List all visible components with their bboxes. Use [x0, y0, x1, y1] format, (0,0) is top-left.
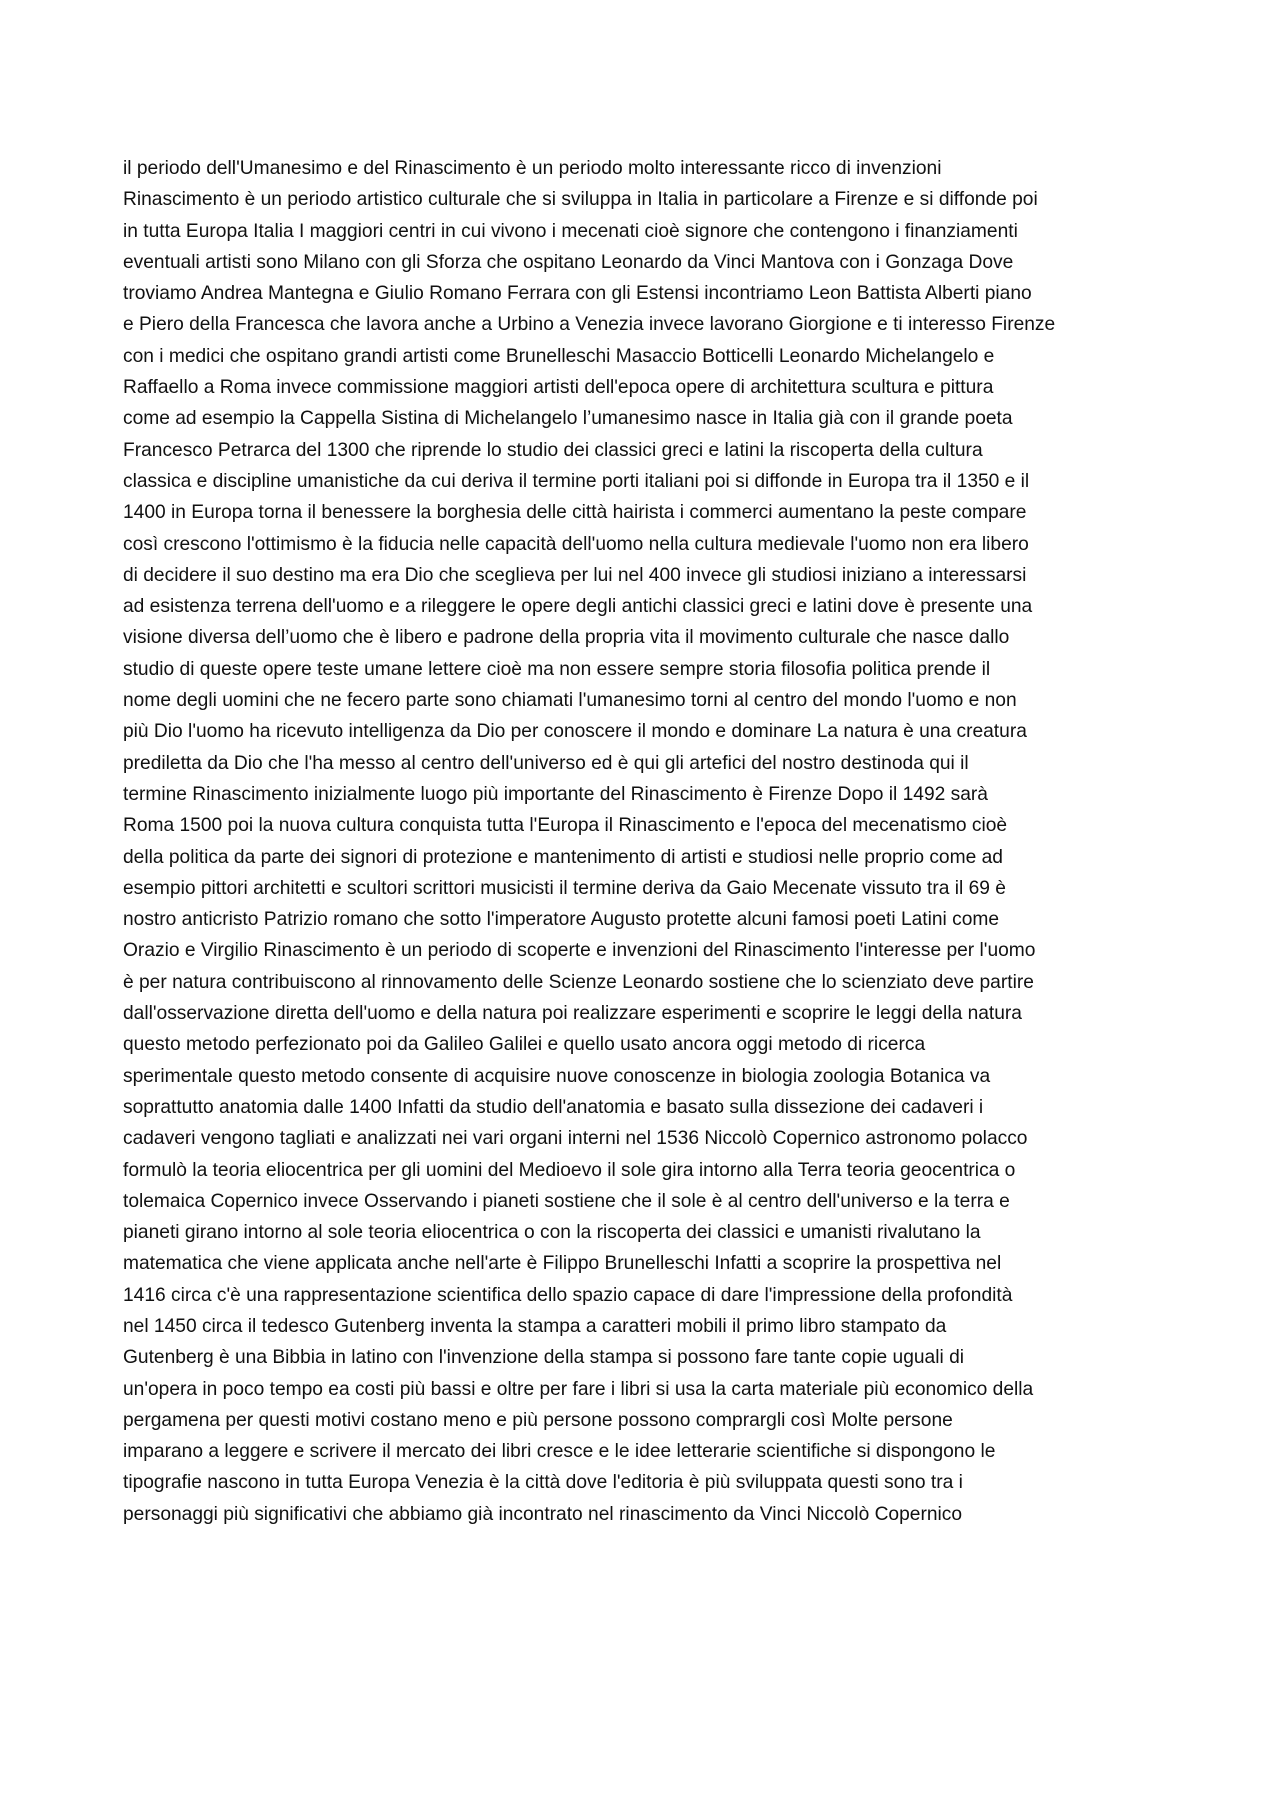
text-line: il periodo dell'Umanesimo e del Rinascimento è un periodo molto interessante ricco di invenzioni: [123, 158, 942, 179]
text-line: visione diversa dell’uomo che è libero e padrone della propria vita il movimento culturale che nasce dallo: [123, 627, 1010, 649]
text-line: dall'osservazione diretta dell'uomo e della natura poi realizzare esperimenti e scoprire le leggi della natura: [123, 1003, 1022, 1025]
text-line: troviamo Andrea Mantegna e Giulio Romano Ferrara con gli Estensi incontriamo Leon Battista Alberti piano: [123, 283, 1032, 305]
text-line: eventuali artisti sono Milano con gli Sforza che ospitano Leonardo da Vinci Mantova con i Gonzaga Dove: [123, 251, 1014, 273]
body-text: [123, 153, 1173, 1530]
text-line: esempio pittori architetti e scultori scrittori musicisti il termine deriva da Gaio Mecenate vissuto tra il 69 è: [123, 877, 1006, 899]
text-line: prediletta da Dio che l'ha messo al centro dell'universo ed è qui gli artefici del nostro destinoda qui il: [123, 752, 969, 774]
text-line: nostro anticristo Patrizio romano che sotto l'imperatore Augusto protette alcuni famosi poeti Latini come: [123, 909, 1000, 931]
text-line: pianeti girano intorno al sole teoria eliocentrica o con la riscoperta dei classici e umanisti rivalutano la: [123, 1222, 981, 1244]
text-line: tipografie nascono in tutta Europa Venezia è la città dove l'editoria è più sviluppata questi sono tra i: [123, 1472, 963, 1494]
text-line: Gutenberg è una Bibbia in latino con l'invenzione della stampa si possono fare tante copie uguali di: [123, 1347, 965, 1369]
text-line: Orazio e Virgilio Rinascimento è un periodo di scoperte e invenzioni del Rinascimento l'interesse per l'uomo: [123, 940, 1036, 962]
text-line: 1400 in Europa torna il benessere la borghesia delle città hairista i commerci aumentano la peste compare: [123, 502, 1027, 524]
text-line: Raffaello a Roma invece commissione maggiori artisti dell'epoca opere di architettura scultura e pittura: [123, 377, 994, 399]
text-line: questo metodo perfezionato poi da Galileo Galilei e quello usato ancora oggi metodo di ricerca: [123, 1034, 926, 1056]
text-line: Rinascimento è un periodo artistico culturale che si sviluppa in Italia in particolare a Firenze e si diffonde poi: [123, 189, 1038, 211]
text-line: con i medici che ospitano grandi artisti come Brunelleschi Masaccio Botticelli Leonardo Michelangelo e: [123, 345, 995, 367]
text-line: in tutta Europa Italia I maggiori centri in cui vivono i mecenati cioè signore che contengono i finanziamenti: [123, 220, 1018, 242]
text-line: e Piero della Francesca che lavora anche a Urbino a Venezia invece lavorano Giorgione e ti interesso Firenze: [123, 314, 1056, 336]
text-line: più Dio l'uomo ha ricevuto intelligenza da Dio per conoscere il mondo e dominare La natura è una creatura: [123, 721, 1027, 743]
text-line: nel 1450 circa il tedesco Gutenberg inventa la stampa a caratteri mobili il primo libro stampato da: [123, 1315, 947, 1337]
text-line: matematica che viene applicata anche nell'arte è Filippo Brunelleschi Infatti a scoprire la prospettiva nel: [123, 1253, 1002, 1275]
text-line: ad esistenza terrena dell'uomo e a rileggere le opere degli antichi classici greci e latini dove è presente una: [123, 596, 1033, 618]
text-line: un'opera in poco tempo ea costi più bassi e oltre per fare i libri si usa la carta materiale più economico della: [123, 1378, 1034, 1400]
text-line: studio di queste opere teste umane lettere cioè ma non essere sempre storia filosofia politica prende il: [123, 658, 991, 680]
text-line: termine Rinascimento inizialmente luogo più importante del Rinascimento è Firenze Dopo il 1492 sarà: [123, 783, 988, 805]
text-line: personaggi più significativi che abbiamo già incontrato nel rinascimento da Vinci Niccolò Copernico: [123, 1503, 963, 1525]
text-line: formulò la teoria eliocentrica per gli uomini del Medioevo il sole gira intorno alla Terra teoria geocentrica o: [123, 1159, 1016, 1181]
text-line: classica e discipline umanistiche da cui deriva il termine porti italiani poi si diffonde in Europa tra il 1350 e il: [123, 470, 1030, 492]
text-line: è per natura contribuiscono al rinnovamento delle Scienze Leonardo sostiene che lo scienziato deve partire: [123, 971, 1034, 993]
text-line: Roma 1500 poi la nuova cultura conquista tutta l'Europa il Rinascimento e l'epoca del mecenatismo cioè: [123, 815, 1008, 837]
text-line: imparano a leggere e scrivere il mercato dei libri cresce e le idee letterarie scientifiche si dispongono le: [123, 1441, 996, 1463]
text-line: come ad esempio la Cappella Sistina di Michelangelo l’umanesimo nasce in Italia già con il grande poeta: [123, 408, 1013, 430]
text-line: della politica da parte dei signori di protezione e mantenimento di artisti e studiosi nelle proprio come ad: [123, 846, 1003, 868]
text-line: nome degli uomini che ne fecero parte sono chiamati l'umanesimo torni al centro del mondo l'uomo e non: [123, 690, 1017, 712]
text-line: Francesco Petrarca del 1300 che riprende lo studio dei classici greci e latini la riscoperta della cultura: [123, 439, 983, 461]
text-line: pergamena per questi motivi costano meno e più persone possono comprargli così Molte persone: [123, 1409, 953, 1431]
text-line: sperimentale questo metodo consente di acquisire nuove conoscenze in biologia zoologia Botanica va: [123, 1065, 991, 1087]
text-line: 1416 circa c'è una rappresentazione scientifica dello spazio capace di dare l'impressione della profondità: [123, 1284, 1013, 1306]
text-line: cadaveri vengono tagliati e analizzati nei vari organi interni nel 1536 Niccolò Copernico astronomo polacco: [123, 1128, 1028, 1150]
text-line: così crescono l'ottimismo è la fiducia nelle capacità dell'uomo nella cultura medievale l'uomo non era libero: [123, 533, 1029, 555]
text-line: tolemaica Copernico invece Osservando i pianeti sostiene che il sole è al centro dell'universo e la terra e: [123, 1190, 1010, 1212]
text-line: di decidere il suo destino ma era Dio che sceglieva per lui nel 400 invece gli studiosi iniziano a interessarsi: [123, 564, 1027, 586]
text-line: soprattutto anatomia dalle 1400 Infatti da studio dell'anatomia e basato sulla dissezione dei cadaveri i: [123, 1096, 984, 1118]
